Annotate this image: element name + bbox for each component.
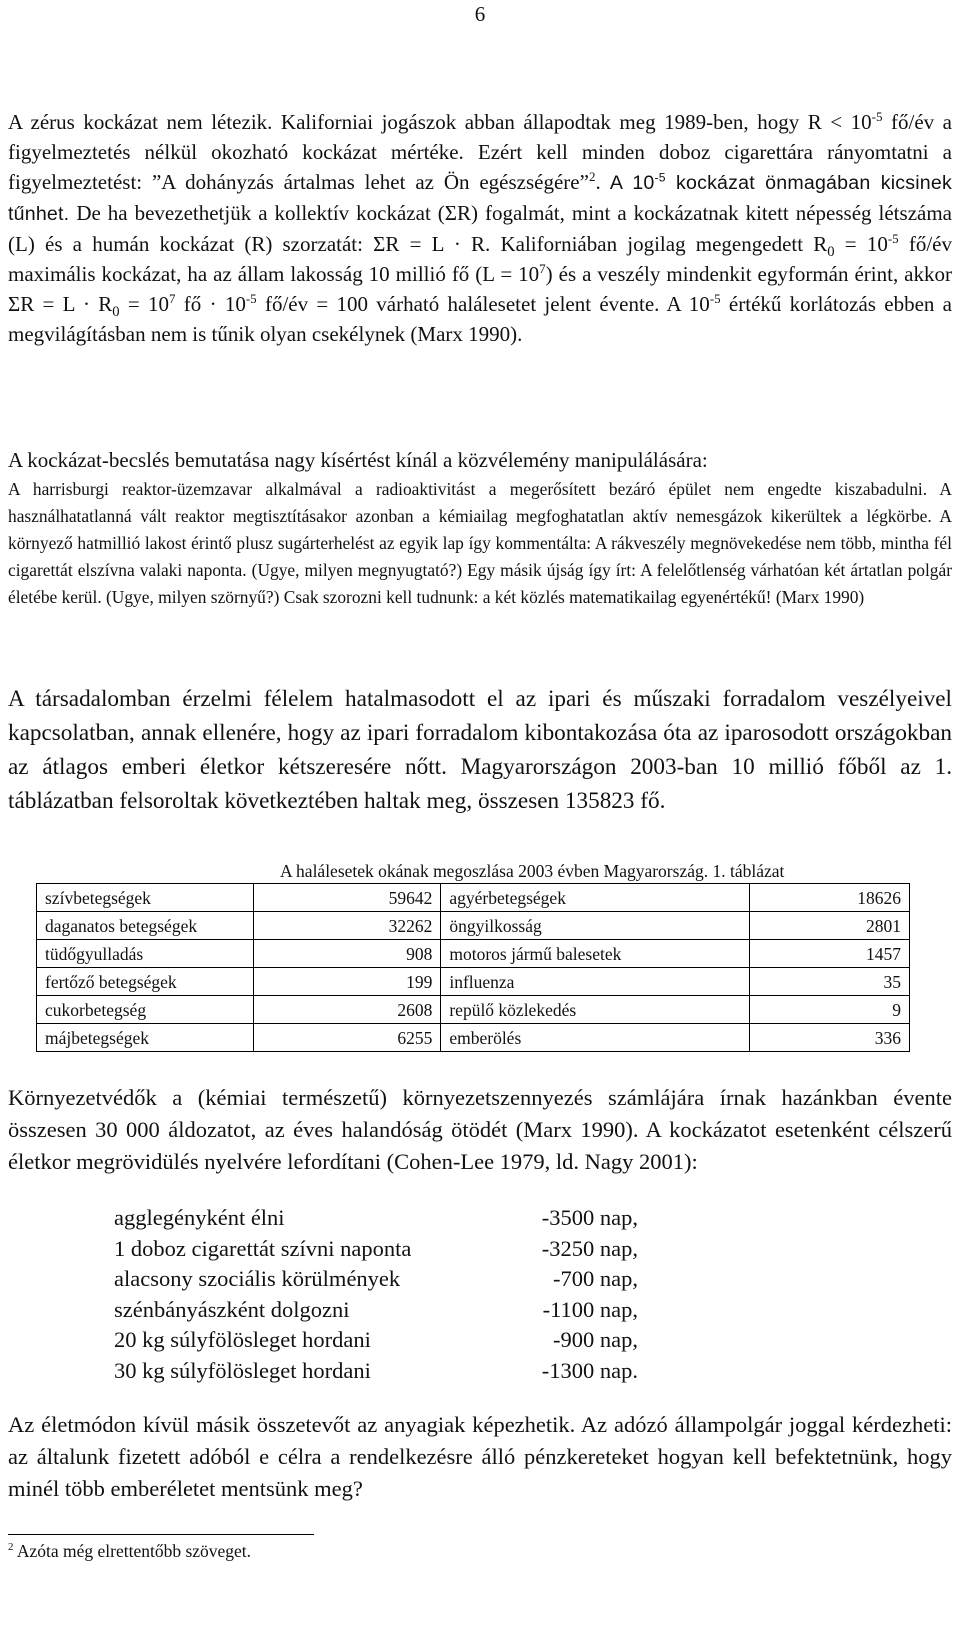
count-cell: 18626 — [749, 884, 909, 912]
risk-activity: 20 kg súlyfölösleget hordani — [114, 1327, 371, 1352]
list-item — [114, 1325, 638, 1356]
cause-cell: májbetegségek — [37, 1024, 254, 1052]
cause-cell: fertőző betegségek — [37, 968, 254, 996]
text-run: A zérus kockázat nem létezik. Kaliforniai jogászok abban állapodtak meg 1989-ben, hogy R < 10 — [8, 110, 872, 134]
table-row — [37, 912, 910, 940]
cause-cell: agyérbetegségek — [441, 884, 749, 912]
quote-harrisburg: A harrisburgi reaktor-üzemzavar alkalmával a radioaktivitást a megerősített bezáró épület nem engedte kiszabadulni. A használhatatlanná vált reaktor megtisztításakor azonban a kémiailag megfoghatatlan aktív nemesgázok kikerültek a légkörbe. A környező hatmillió lakost érintő plusz sugárterhelést az egyik lap így kommentálta: A rákveszély megnövekedése nem több, mintha fél cigarettát elszívna valaki naponta. (Ugye, milyen megnyugtató?) Egy másik újság így írt: A felelőtlenség várhatóan két ártatlan polgár életébe kerül. (Ugye, milyen szörnyű?) Csak szorozni kell tudnunk: a két közlés matematikailag egyenértékű! (Marx 1990) — [8, 479, 952, 607]
cause-cell: emberölés — [441, 1024, 749, 1052]
life-shortening-list — [114, 1203, 638, 1386]
cause-cell: cukorbetegség — [37, 996, 254, 1024]
count-cell: 2801 — [749, 912, 909, 940]
count-cell: 9 — [749, 996, 909, 1024]
paragraph-zero-risk — [8, 107, 952, 349]
text-run: De ha bevezethetjük a kollektív kockázat (ΣR) fogalmát, mint a kockázatnak kitett népesség létszáma (L) és a humán kockázat (R) szorzatát: ΣR = L · R. Kaliforniában jogilag megengedett R — [8, 201, 952, 256]
superscript: 7 — [539, 261, 546, 276]
count-cell: 35 — [749, 968, 909, 996]
subscript: 0 — [112, 304, 120, 321]
count-cell: 908 — [253, 940, 440, 968]
page-number: 6 — [474, 2, 486, 26]
count-cell: 1457 — [749, 940, 909, 968]
table-body — [37, 884, 910, 1052]
risk-activity: agglegényként élni — [114, 1205, 285, 1230]
risk-activity: alacsony szociális körülmények — [114, 1266, 401, 1291]
superscript: -5 — [654, 170, 666, 185]
cause-cell: daganatos betegségek — [37, 912, 254, 940]
risk-days: -700 nap, — [553, 1266, 638, 1291]
count-cell: 2608 — [253, 996, 440, 1024]
list-item — [114, 1234, 638, 1265]
death-causes-table — [36, 883, 910, 1052]
cause-cell: tüdőgyulladás — [37, 940, 254, 968]
text-run: fő/év = 100 várható halálesetet jelent évente. A 10 — [256, 292, 710, 316]
table-row — [37, 996, 910, 1024]
table-row — [37, 968, 910, 996]
table-row — [37, 940, 910, 968]
cause-cell: szívbetegségek — [37, 884, 254, 912]
superscript: -5 — [871, 109, 883, 124]
risk-days: -1100 nap, — [542, 1296, 638, 1322]
text-run: fő/év a figyelmeztetés nélkül okozható kockázat mértéke. Ezért kell minden doboz cigarettára rányomtatni a figyelmeztetést: ”A dohányzás ártalmas lehet az Ön egészségére” — [8, 110, 952, 194]
superscript: -5 — [709, 291, 721, 306]
text-run: értékű korlátozás ebben a megvilágításban nem is tűnik olyan csekélynek (Marx 1990). — [8, 292, 952, 346]
risk-activity: 30 kg súlyfölösleget hordani — [114, 1357, 371, 1383]
text-run: kockázat önmagában kicsinek tűnhet. — [8, 172, 952, 225]
superscript: 7 — [169, 291, 176, 306]
text-run: . — [595, 170, 601, 194]
footnote-text: Azóta még elrettentőbb szöveget. — [13, 1541, 252, 1561]
table-row — [37, 884, 910, 912]
list-item — [114, 1295, 638, 1326]
paragraph-industrial-fear: A társadalomban érzelmi félelem hatalmasodott el az ipari és műszaki forradalom veszélyeivel kapcsolatban, annak ellenére, hogy az ipari forradalom kibontakozása óta az iparosodott országokban az átlagos emberi életkor kétszeresére nőtt. Magyarországon 2003-ban 10 millió főből az 1. táblázatban felsoroltak következtében haltak meg, összesen 135823 fő. — [8, 686, 952, 814]
table-caption: A halálesetek okának megoszlása 2003 évben Magyarország. 1. táblázat — [280, 861, 785, 881]
risk-days: -900 nap, — [553, 1327, 638, 1352]
count-cell: 59642 — [253, 884, 440, 912]
superscript: -5 — [245, 291, 257, 306]
paragraph-financial: Az életmódon kívül másik összetevőt az anyagiak képezhetik. Az adózó állampolgár joggal kérdezheti: az általunk fizetett adóból e célra a rendelkezésre álló pénzkereteket hogyan kell befektetnünk, hogy minél több emberéletet mentsünk meg? — [8, 1412, 952, 1501]
footnote-rule — [8, 1534, 314, 1535]
footnote — [8, 1541, 251, 1562]
cause-cell: motoros jármű balesetek — [441, 940, 749, 968]
text-run: = 10 — [119, 292, 169, 316]
count-cell: 32262 — [253, 912, 440, 940]
risk-days: -3500 nap, — [541, 1205, 638, 1230]
text-run: A 10 — [600, 172, 655, 194]
cause-cell: influenza — [441, 968, 749, 996]
risk-days: -1300 nap. — [541, 1357, 638, 1383]
text-run: = 10 — [834, 232, 888, 256]
risk-activity: 1 doboz cigarettát szívni naponta — [114, 1235, 412, 1261]
table-row — [37, 1024, 910, 1052]
list-item — [114, 1264, 638, 1295]
paragraph-environmental: Környezetvédők a (kémiai természetű) környezetszennyezés számlájára írnak hazánkban évente összesen 30 000 áldozatot, az éves halandóság ötödét (Marx 1990). A kockázatot esetenként célszerű életkor megrövidülés nyelvére lefordítani (Cohen-Lee 1979, ld. Nagy 2001): — [8, 1085, 952, 1174]
risk-activity: szénbányászként dolgozni — [114, 1296, 350, 1322]
list-item — [114, 1203, 638, 1234]
cause-cell: öngyilkosság — [441, 912, 749, 940]
superscript: -5 — [887, 231, 899, 246]
count-cell: 336 — [749, 1024, 909, 1052]
text-run: fő · 10 — [175, 292, 246, 316]
subscript: 0 — [827, 244, 835, 261]
footnote-ref: 2 — [588, 169, 596, 184]
count-cell: 6255 — [253, 1024, 440, 1052]
text-run: fő/év maximális kockázat, ha az állam lakosság 10 millió fő (L = 10 — [8, 232, 953, 286]
risk-days: -3250 nap, — [541, 1235, 638, 1261]
text-run: ) és a veszély mindenkit egyformán érint, akkor ΣR = L · R — [8, 262, 952, 316]
paragraph-manipulation-intro: A kockázat-becslés bemutatása nagy kísértést kínál a közvélemény manipulálására: — [8, 448, 708, 472]
list-item — [114, 1356, 638, 1387]
cause-cell: repülő közlekedés — [441, 996, 749, 1024]
footnote-marker: 2 — [8, 1541, 14, 1554]
count-cell: 199 — [253, 968, 440, 996]
